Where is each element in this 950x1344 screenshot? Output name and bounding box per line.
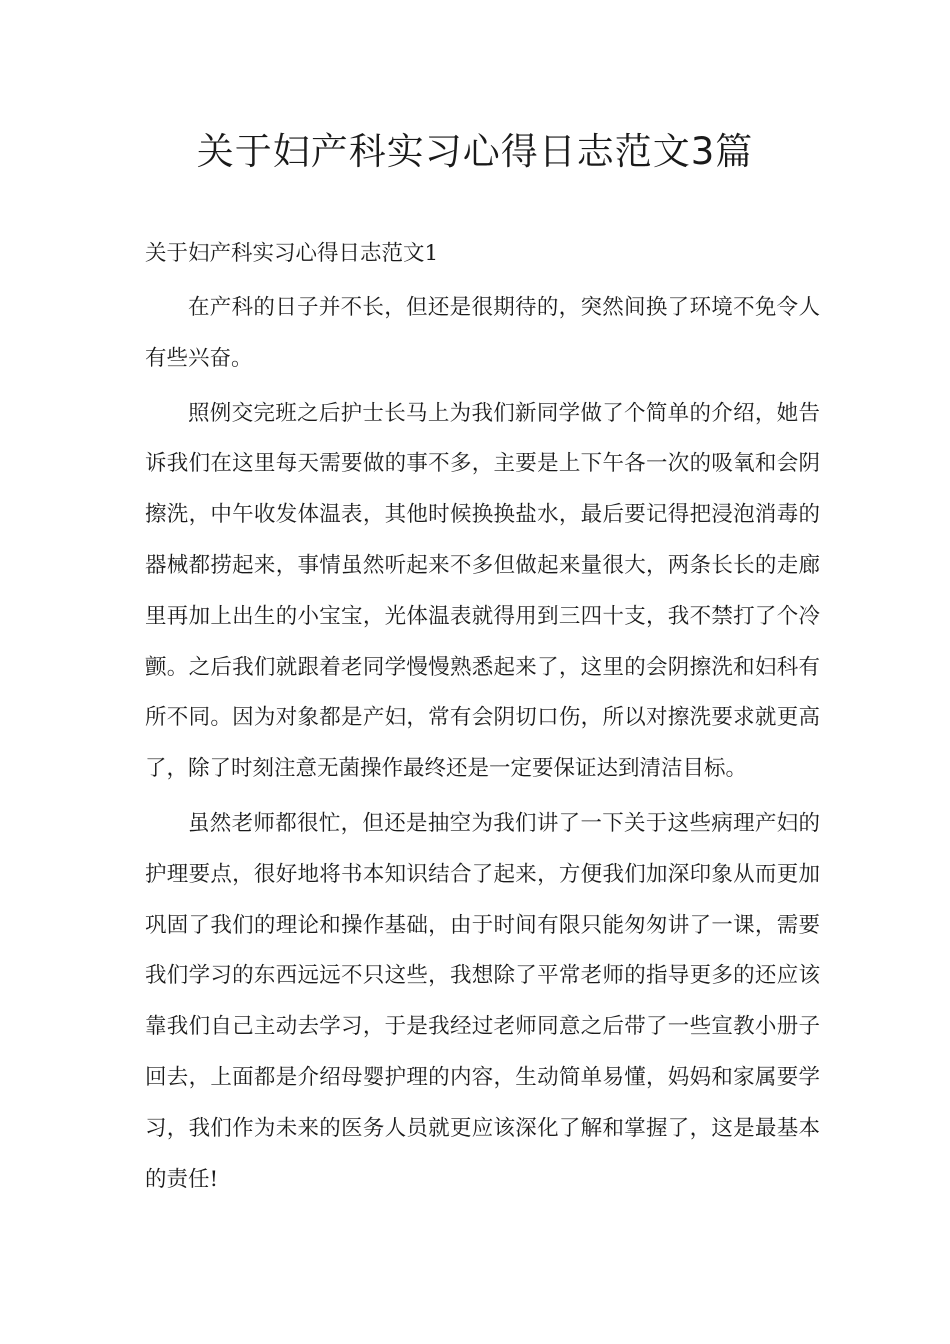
paragraph: 虽然老师都很忙，但还是抽空为我们讲了一下关于这些病理产妇的护理要点，很好地将书本知识结合了起来，方便我们加深印象从而更加巩固了我们的理论和操作基础，由于时间有限只能匆匆讲了一课，需要我们学习的东西远远不只这些，我想除了平常老师的指导更多的还应该靠我们自己主动去学习，于是我经过老师同意之后带了一些宣教小册子回去，上面都是介绍母婴护理的内容，生动简单易懂，妈妈和家属要学习，我们作为未来的医务人员就更应该深化了解和掌握了，这是最基本的责任! [145, 810, 820, 1192]
section-heading: 关于妇产科实习心得日志范文1 [145, 241, 439, 266]
document-body [145, 232, 820, 1209]
paragraph: 在产科的日子并不长，但还是很期待的，突然间换了环境不免令人有些兴奋。 [145, 295, 820, 371]
document-title: 关于妇产科实习心得日志范文3篇 [196, 130, 754, 173]
paragraph: 照例交完班之后护士长马上为我们新同学做了个简单的介绍，她告诉我们在这里每天需要做的事不多，主要是上下午各一次的吸氧和会阴擦洗，中午收发体温表，其他时候换换盐水，最后要记得把浸泡消毒的器械都捞起来，事情虽然听起来不多但做起来量很大，两条长长的走廊里再加上出生的小宝宝，光体温表就得用到三四十支，我不禁打了个冷颤。之后我们就跟着老同学慢慢熟悉起来了，这里的会阴擦洗和妇科有所不同。因为对象都是产妇，常有会阴切口伤，所以对擦洗要求就更高了，除了时刻注意无菌操作最终还是一定要保证达到清洁目标。 [145, 400, 820, 782]
